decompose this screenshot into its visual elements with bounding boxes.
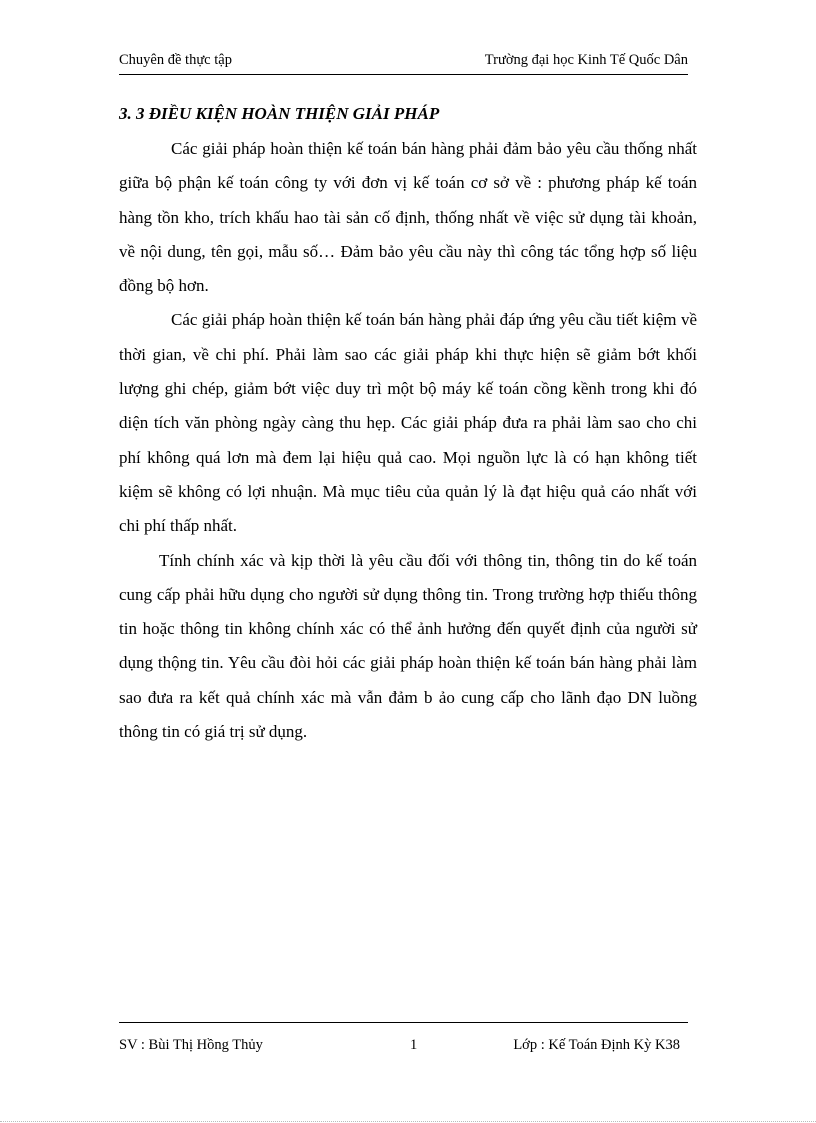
footer-page-number: 1: [410, 1037, 418, 1053]
page-header: [119, 52, 688, 75]
page-footer: [119, 1022, 688, 1053]
paragraph-1: Các giải pháp hoàn thiện kế toán bán hàng phải đảm bảo yêu cầu thống nhất giữa bộ phận kế toán công ty với đơn vị kế toán cơ sở về : phương pháp kế toán hàng tồn kho, trích khấu hao tài sản cố định, thống nhất về việc sử dụng tài khoản, về nội dung, tên gọi, mẫu số… Đảm bảo yêu cầu này thì công tác tổng hợp số liệu đồng bộ hơn.: [119, 139, 697, 296]
paragraph-3: Tính chính xác và kịp thời là yêu cầu đối với thông tin, thông tin do kế toán cung cấp phải hữu dụng cho người sử dụng thông tin. Trong trường hợp thiếu thông tin hoặc thông tin không chính xác có thể ảnh hưởng đến quyết định của người sử dụng thộng tin. Yêu cầu đòi hỏi các giải pháp hoàn thiện kế toán bán hàng phải làm sao đưa ra kết quả chính xác mà vẫn đảm b ảo cung cấp cho lãnh đạo DN luồng thông tin có giá trị sử dụng.: [119, 550, 697, 742]
header-university: Trường đại học Kinh Tế Quốc Dân: [484, 52, 688, 68]
footer-student-name: SV : Bùi Thị Hồng Thủy: [119, 1037, 263, 1053]
body-text: [119, 132, 697, 749]
header-document-type: Chuyên đề thực tập: [119, 52, 232, 68]
footer-class: Lớp : Kế Toán Định Kỳ K38: [513, 1037, 680, 1053]
section-title: 3. 3 ĐIỀU KIỆN HOÀN THIỆN GIẢI PHÁP: [119, 104, 440, 123]
paragraph-2: Các giải pháp hoàn thiện kế toán bán hàng phải đáp ứng yêu cầu tiết kiệm về thời gian, về chi phí. Phải làm sao các giải pháp khi thực hiện sẽ giảm bớt khối lượng ghi chép, giảm bớt việc duy trì một bộ máy kế toán cồng kềnh trong khi đó diện tích văn phòng ngày càng thu hẹp. Các giải pháp đưa ra phải làm sao cho chi phí không quá lơn mà đem lại hiệu quả cao. Mọi nguồn lực là có hạn không tiết kiệm sẽ không có lợi nhuận. Mà mục tiêu của quản lý là đạt hiệu quả cáo nhất với chi phí thấp nhất.: [119, 310, 697, 536]
page-bottom-divider: [0, 1121, 816, 1122]
